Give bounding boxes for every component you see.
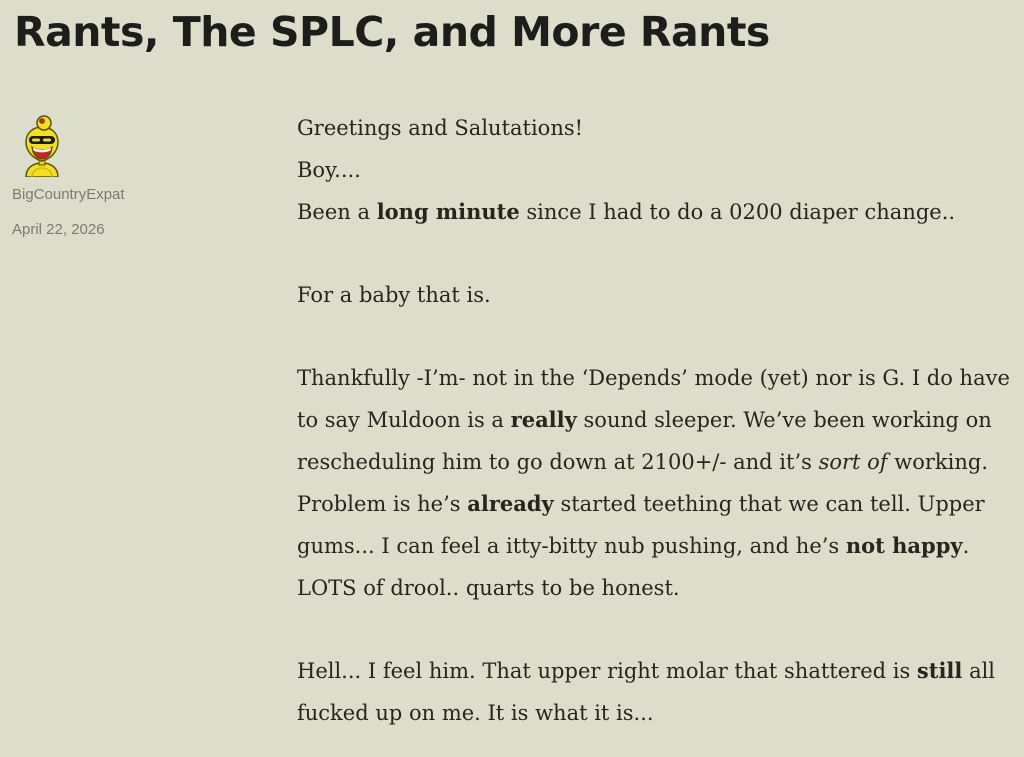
- text-run: For a baby that is.: [297, 283, 491, 307]
- text-run: working. Problem is he’s: [297, 450, 988, 516]
- paragraph-4: [297, 650, 1010, 734]
- text-run: Been a: [297, 200, 377, 224]
- text-run: Hell... I feel him. That upper right molar that shattered is: [297, 659, 917, 683]
- text-run: started teething that we can tell. Upper gums... I can feel a itty-bitty nub pushing, and he’s: [297, 492, 985, 558]
- text-run-italic: sort of: [818, 450, 888, 474]
- author-name[interactable]: BigCountryExpat: [12, 186, 125, 203]
- author-avatar-icon[interactable]: [20, 115, 64, 177]
- text-run: sound sleeper. We’ve been working on rescheduling him to go down at 2100+/- and it’s: [297, 408, 992, 474]
- text-run-bold: long minute: [376, 199, 520, 224]
- text-run-bold: really: [510, 407, 577, 432]
- paragraph-1: [297, 107, 1010, 233]
- text-run: Greetings and Salutations!: [297, 116, 584, 140]
- page-title: Rants, The SPLC, and More Rants: [14, 8, 770, 56]
- article-row: [0, 107, 1024, 734]
- text-run-bold: already: [467, 491, 554, 516]
- paragraph-2: [297, 274, 1010, 316]
- text-run: all fucked up on me. It is what it is...: [297, 659, 996, 725]
- post-date: April 22, 2026: [12, 221, 105, 238]
- text-run-bold: still: [916, 658, 963, 683]
- byline-sidebar: [0, 107, 297, 734]
- text-run: . LOTS of drool.. quarts to be honest.: [297, 534, 970, 600]
- paragraph-3: [297, 357, 1010, 609]
- text-run: Boy....: [297, 158, 361, 182]
- text-run: since I had to do a 0200 diaper change..: [519, 200, 956, 224]
- text-run-bold: not happy: [845, 533, 963, 558]
- text-run: Thankfully -I’m- not in the ‘Depends’ mode (yet) nor is G. I do have to say Muldoon is a: [297, 366, 1010, 432]
- article-body: [297, 107, 1024, 734]
